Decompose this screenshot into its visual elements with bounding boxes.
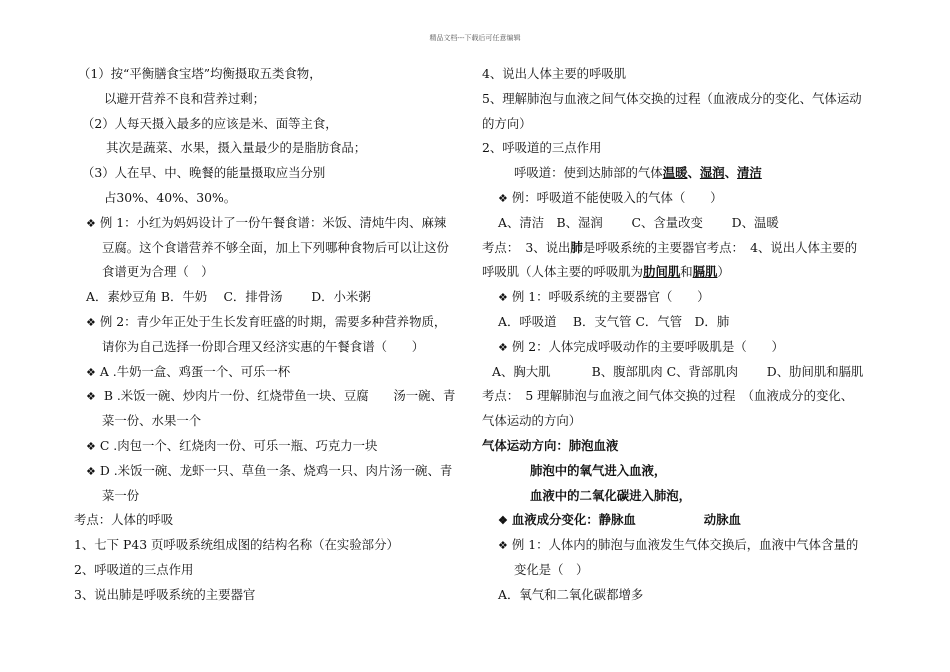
text-line: 例 1：人体内的肺泡与血液发生气体交换后，血液中气体含量的 [511,537,859,553]
keyword-intercostal: 肋间肌 [643,264,681,280]
text-line: 考点： 5 理解肺泡与血液之间气体交换的过程 （血液成分的变化、 [482,388,854,404]
text-line: 呼吸肌（人体主要的呼吸肌为肋间肌和膈肌） [482,264,730,280]
text-line: 血液中的二氧化碳进入肺泡， [530,487,692,503]
diamond-bullet-icon: ❖ [498,539,508,553]
text-line: （3）人在早、中、晚餐的能量摄取应当分别 [82,165,326,181]
diamond-bullet-icon: ❖ [86,315,96,329]
text-line: 例 2：人体完成呼吸动作的主要呼吸肌是（ ） [511,338,784,354]
text-line: 例 2：青少年正处于生长发育旺盛的时期，需要多种营养物质， [99,313,447,329]
diamond-bullet-icon: ❖ [498,291,508,305]
text-line: 5、理解肺泡与血液之间气体交换的过程（血液成分的变化、气体运动 [482,90,862,106]
text-line: 变化是（ ） [514,561,589,577]
text-line: 请你为自己选择一份即合理又经济实惠的午餐食谱（ ） [102,338,425,354]
text-line: 豆腐。这个食谱营养不够全面，加上下列哪种食物后可以让这份 [102,239,449,255]
text-line: 占30%、40%、30%。 [104,189,237,205]
text-line: 考点：人体的呼吸 [74,512,174,528]
text-line: A、清洁 B、湿润 C、含量改变 D、温暖 [498,214,779,230]
text-line: 2、呼吸道的三点作用 [482,140,602,156]
text-line: （1）按“平衡膳食宝塔”均衡摄取五类食物， [78,66,322,81]
text-line: A、胸大肌 B、腹部肌肉 C、背部肌肉 D、肋间肌和膈肌 [492,363,864,379]
text-line: A．素炒豆角 B．牛奶 C．排骨汤 D．小米粥 [86,289,371,305]
text-line: 菜一份 [102,487,140,503]
text-line: B .米饭一碗、炒肉片一份、红烧带鱼一块、豆腐 汤一碗、青 [99,388,456,404]
text-line: 考点： 3、说出肺是呼吸系统的主要器官考点： 4、说出人体主要的 [482,239,858,255]
text-line: D .米饭一碗、龙虾一只、草鱼一条、烧鸡一只、肉片汤一碗、青 [99,462,453,478]
diamond-bullet-icon: ❖ [86,216,96,230]
keyword-diaphragm: 膈肌 [692,264,718,280]
text-line: 以避开营养不良和营养过剩； [104,90,266,106]
text-line: 气体运动方向：肺泡血液 [482,437,619,453]
text-line: A．呼吸道 B．支气管 C．气管 D．肺 [498,313,730,329]
text-line: A．氧气和二氧化碳都增多 [498,586,644,602]
text-line: 其次是蔬菜、水果，摄入量最少的是脂肪食品； [106,140,367,156]
diamond-bullet-icon: ❖ [498,514,508,528]
text-line: 肺泡中的氧气进入血液， [530,462,667,478]
keyword-moist: 湿润 [699,165,725,181]
text-line: C .肉包一个、红烧肉一份、可乐一瓶、巧克力一块 [99,437,378,453]
text-line: 血液成分变化：静脉血 [511,512,636,528]
diamond-bullet-icon: ❖ [498,191,508,205]
left-column [70,62,465,608]
text-line: 1、七下 P43 页呼吸系统组成图的结构名称（在实验部分） [74,537,399,553]
keyword-warm: 温暖 [662,165,688,181]
diamond-bullet-icon: ❖ [86,464,96,478]
text-line: 4、说出人体主要的呼吸肌 [482,66,627,81]
text-line: 的方向） [482,115,532,131]
text-line: 动脉血 [703,512,741,528]
text-line: 菜一份、水果一个 [102,413,202,429]
diamond-bullet-icon: ❖ [86,439,96,453]
page-header: 精品文档---下载后可任意编辑 [429,34,521,42]
text-line: 3、说出肺是呼吸系统的主要器官 [74,586,256,602]
text-line: （2）人每天摄入最多的应该是米、面等主食， [82,115,338,131]
text-line: 例 1：小红为妈妈设计了一份午餐食谱：米饭、清炖牛肉、麻辣 [99,214,447,230]
diamond-bullet-icon: ❖ [86,365,96,379]
text-line: 气体运动的方向） [482,413,582,429]
diamond-bullet-icon: ❖ [498,340,508,354]
text-line: 2、呼吸道的三点作用 [74,561,194,577]
text-line: 例 1：呼吸系统的主要器官（ ） [511,289,710,305]
text-line: 呼吸道：使到达肺部的气体温暖、湿润、清洁 [514,165,762,181]
keyword-clean: 清洁 [737,165,762,181]
text-line: 食谱更为合理（ ） [102,264,214,280]
text-line: A .牛奶一盒、鸡蛋一个、可乐一杯 [99,363,291,379]
text-line: 例：呼吸道不能使吸入的气体（ ） [511,189,723,205]
diamond-bullet-icon: ❖ [86,390,96,404]
right-column [482,62,882,608]
